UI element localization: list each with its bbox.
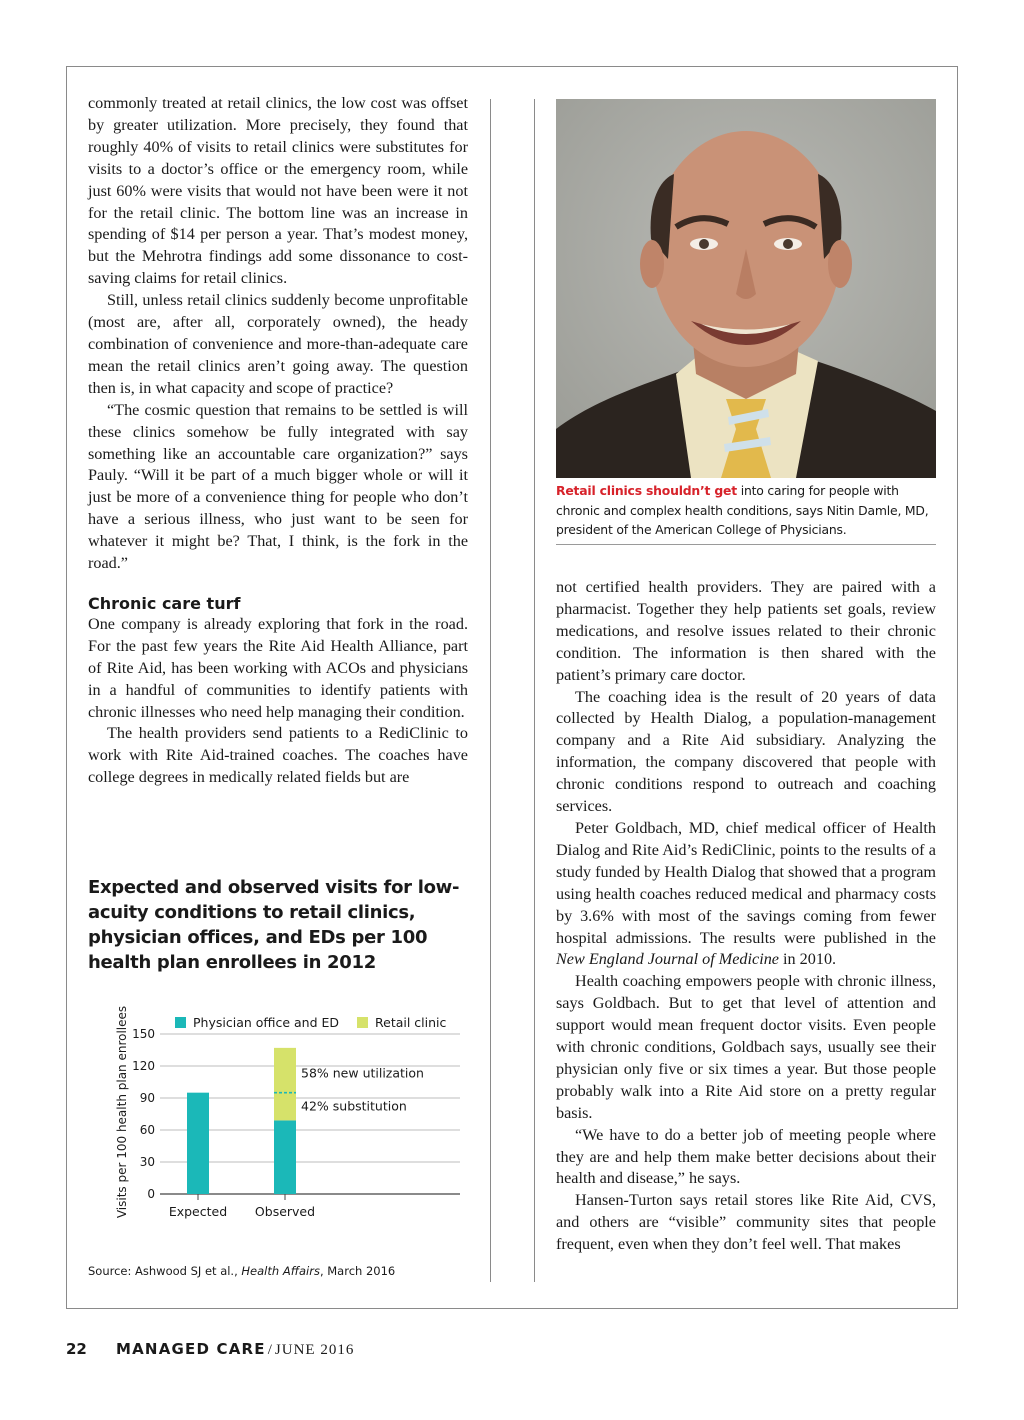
legend-swatch bbox=[175, 1017, 186, 1028]
paragraph: The health providers send patients to a RediClinic to work with Rite Aid-trained coaches. The coaches have college degrees in medically related fields but are bbox=[88, 724, 468, 787]
portrait-photo bbox=[556, 99, 936, 478]
paragraph-goldbach bbox=[556, 818, 936, 971]
paragraph: Still, unless retail clinics suddenly become unprofitable (most are, after all, corporately owned), the heady combination of convenience and more-than-adequate care mean the retail clinics aren’t going away. The question then is, in what capacity and scope of practice? bbox=[88, 291, 468, 397]
chart-annotations bbox=[301, 1065, 424, 1113]
x-axis bbox=[169, 1194, 315, 1219]
issue-separator: / bbox=[267, 1342, 273, 1358]
y-tick-label: 60 bbox=[139, 1123, 155, 1137]
y-tick-label: 120 bbox=[132, 1059, 155, 1073]
chart-source bbox=[88, 1264, 395, 1278]
chart-annotation: 42% substitution bbox=[301, 1098, 407, 1114]
legend-label: Retail clinic bbox=[375, 1015, 447, 1030]
portrait-illustration bbox=[556, 99, 936, 478]
x-tick-label: Observed bbox=[254, 1204, 316, 1219]
journal-title: New England Journal of Medicine bbox=[556, 950, 779, 969]
paragraph: Health coaching empowers people with chronic illness, says Goldbach. But to get that level of attention and support would mean frequent doctor visits. Even people with chronic conditions, Goldbach says, usually see their physician only five or six times a year. But those people probably walk into a Rite Aid store on a pretty regular basis. bbox=[556, 972, 936, 1122]
chart-canvas bbox=[100, 1000, 470, 1230]
paragraph-text: Peter Goldbach, MD, chief medical officer of Health Dialog and Rite Aid’s RediClinic, points to the results of a study funded by Health Dialog that showed that a program using health coaches reduced medical and pharmacy costs by 3.6% with most of the savings coming from fewer hospital admissions. The results were published in the bbox=[556, 818, 936, 947]
x-tick-label: Expected bbox=[168, 1204, 228, 1219]
legend-swatch bbox=[357, 1017, 368, 1028]
chart-title: Expected and observed visits for low-acuity conditions to retail clinics, physician offices, and EDs per 100 health plan enrollees in 2012 bbox=[88, 877, 460, 973]
caption-text: into caring for people with chronic and complex health conditions, says Nitin Damle, MD, president of the American College of Physicians. bbox=[556, 483, 929, 538]
column-divider-left bbox=[490, 99, 491, 1282]
source-text: Source: Ashwood SJ et al., bbox=[88, 1264, 242, 1278]
caption-divider bbox=[556, 544, 936, 545]
legend-label: Physician office and ED bbox=[193, 1015, 340, 1030]
y-tick-label: 150 bbox=[132, 1027, 155, 1041]
source-text: , March 2016 bbox=[319, 1264, 396, 1278]
paragraph: not certified health providers. They are paired with a pharmacist. Together they help patients set goals, review medications, and resolve issues related to their chronic condition. The information is then shared with the patient’s primary care doctor. bbox=[556, 578, 936, 684]
left-column bbox=[88, 93, 468, 789]
chart-bars bbox=[187, 1048, 296, 1194]
paragraph: “The cosmic question that remains to be settled is will these clinics somehow be fully integrated with say something like an accountable care organization?” says Pauly. “Will it be part of a much bigger whole or will it just be more of a convenience thing for people who don’t have a serious illness, who just want to be seen for whatever it might be? That, I think, is the fork in the road.” bbox=[88, 400, 468, 573]
y-tick-label: 0 bbox=[147, 1187, 155, 1201]
right-column bbox=[556, 577, 936, 1256]
source-journal: Health Affairs bbox=[241, 1264, 320, 1278]
page-footer bbox=[66, 1340, 354, 1359]
photo-caption bbox=[556, 481, 936, 540]
bar-segment bbox=[274, 1120, 296, 1194]
bar-chart bbox=[100, 1000, 470, 1230]
caption-lead: Retail clinics shouldn’t get bbox=[556, 483, 737, 498]
y-tick-label: 90 bbox=[139, 1091, 155, 1105]
magazine-name: MANAGED CARE bbox=[116, 1340, 266, 1358]
paragraph: The coaching idea is the result of 20 years of data collected by Health Dialog, a population-management company and a Rite Aid subsidiary. Analyzing the information, the company discovered that people with chronic conditions respond to outreach and coaching services. bbox=[556, 687, 936, 816]
y-axis-ticks bbox=[132, 1027, 155, 1201]
y-axis-label: Visits per 100 health plan enrollees bbox=[115, 1005, 129, 1219]
bar-segment bbox=[274, 1048, 296, 1121]
issue-date: JUNE 2016 bbox=[274, 1342, 355, 1358]
bar-segment bbox=[187, 1093, 209, 1194]
paragraph-text: in 2010. bbox=[779, 950, 837, 969]
paragraph: “We have to do a better job of meeting people where they are and help them make better decisions about their health and disease,” he says. bbox=[556, 1125, 936, 1188]
y-tick-label: 30 bbox=[139, 1155, 155, 1169]
chart-annotation: 58% new utilization bbox=[301, 1065, 424, 1081]
section-subhead: Chronic care turf bbox=[88, 593, 241, 613]
paragraph: Hansen-Turton says retail stores like Rite Aid, CVS, and others are “visible” community sites that people frequent, even when they don’t feel well. That makes bbox=[556, 1191, 936, 1254]
chart-legend bbox=[175, 1015, 447, 1030]
paragraph: One company is already exploring that fork in the road. For the past few years the Rite Aid Health Alliance, part of Rite Aid, has been working with ACOs and physicians in a handful of communities to identify patients with chronic illnesses who need help managing their condition. bbox=[88, 614, 468, 721]
column-divider-right bbox=[534, 99, 535, 1282]
paragraph: commonly treated at retail clinics, the low cost was offset by greater utilization. More precisely, they found that roughly 40% of visits to retail clinics were substitutes for visits to a doctor’s office or the emergency room, while just 60% were visits that would not have been were it not for the retail clinic. The bottom line was an increase in spending of $14 per person a year. That’s modest money, but the Mehrotra findings add some dissonance to cost-saving claims for retail clinics. bbox=[88, 94, 468, 288]
page-number: 22 bbox=[66, 1340, 87, 1358]
